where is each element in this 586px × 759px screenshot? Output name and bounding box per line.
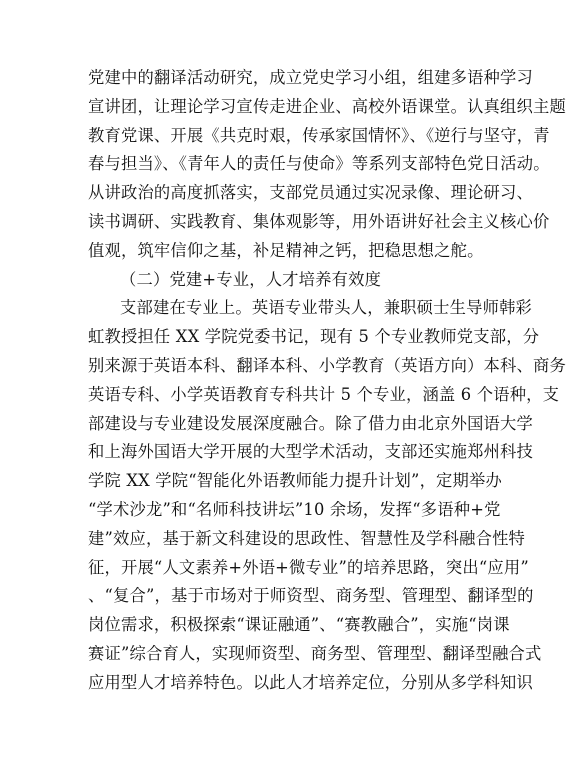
text-line: 从讲政治的高度抓落实，支部党员通过实况录像、理论研习、 <box>88 183 533 203</box>
text-line: 应用型人才培养特色。以此人才培养定位，分别从多学科知识 <box>88 672 533 692</box>
paragraph-first-line: 支部建在专业上。英语专业带头人，兼职硕士生导师韩彩 <box>120 298 533 318</box>
text-line: 部建设与专业建设发展深度融合。除了借力由北京外国语大学 <box>88 413 533 433</box>
text-line: 春与担当》、《青年人的责任与使命》等系列支部特色党日活动。 <box>88 154 550 174</box>
text-line: 和上海外国语大学开展的大型学术活动，支部还实施郑州科技 <box>88 442 533 462</box>
text-line: 虹教授担任 XX 学院党委书记，现有 5 个专业教师党支部，分 <box>88 327 540 347</box>
text-line: “学术沙龙”和“名师科技讲坛”10 余场，发挥“多语种+党 <box>88 499 501 519</box>
text-line: 、“复合”，基于市场对于师资型、商务型、管理型、翻译型的 <box>88 586 534 606</box>
body-text <box>88 64 566 698</box>
text-line: 党建中的翻译活动研究，成立党史学习小组，组建多语种学习 <box>88 68 533 87</box>
section-heading: （二）党建+专业，人才培养有效度 <box>120 269 382 289</box>
text-line: 英语专科、小学英语教育专科共计 5 个专业，涵盖 6 个语种，支 <box>88 384 560 404</box>
text-line: 学院 XX 学院“智能化外语教师能力提升计划”，定期举办 <box>88 471 502 491</box>
text-line: 征，开展“人文素养+外语+微专业”的培养思路，突出“应用” <box>88 557 529 577</box>
text-line: 赛证”综合育人，实现师资型、商务型、管理型、翻译型融合式 <box>88 643 542 663</box>
text-line: 宣讲团，让理论学习宣传走进企业、高校外语课堂。认真组织主题 <box>88 96 566 116</box>
text-line: 教育党课、开展《共克时艰，传承家国情怀》、《逆行与坚守，青 <box>88 125 550 145</box>
text-line: 岗位需求，积极探索“课证融通”、“赛教融合”，实施“岗课 <box>88 615 510 635</box>
text-line: 读书调研、实践教育、集体观影等，用外语讲好社会主义核心价 <box>88 211 550 231</box>
text-line: 建”效应，基于新文科建设的思政性、智慧性及学科融合性特 <box>88 528 526 548</box>
text-line: 别来源于英语本科、翻译本科、小学教育（英语方向）本科、商务 <box>88 355 566 375</box>
text-line: 值观，筑牢信仰之基，补足精神之钙，把稳思想之舵。 <box>88 240 484 260</box>
